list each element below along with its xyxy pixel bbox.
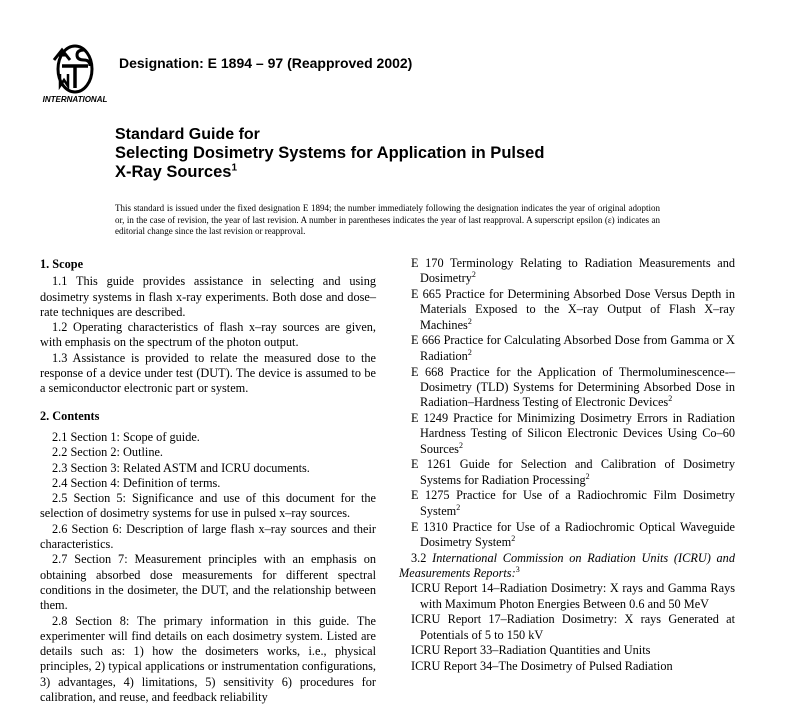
astm-reference: [411, 256, 735, 287]
icru-section-heading: [399, 551, 735, 582]
reference-text: E 666 Practice for Calculating Absorbed Dose from Gamma or X Radiation: [411, 333, 735, 363]
reference-note: 2: [467, 347, 472, 357]
contents-para-2-7: 2.7 Section 7: Measurement principles with an emphasis on obtaining absorbed dose measurements for different spectral conditions in the dosimeter, the DUT, and the relationship between them.: [40, 552, 376, 613]
scope-heading: 1. Scope: [40, 257, 84, 271]
contents-item: 2.1 Section 1: Scope of guide.: [52, 429, 200, 444]
icru-note: 3: [515, 564, 520, 574]
astm-international-logo: [40, 44, 110, 104]
reference-text: E 668 Practice for the Application of Thermoluminescence-–Dosimetry (TLD) Systems for Determining Absorbed Dose in Radiation–Hardness Testing of Electronic Devices: [411, 364, 735, 410]
contents-para-2-6: 2.6 Section 6: Description of large flash x–ray sources and their characteristics.: [40, 521, 376, 552]
title-line-3: [115, 163, 544, 182]
title-line-2: Selecting Dosimetry Systems for Application in Pulsed: [115, 144, 545, 162]
astm-reference: [411, 411, 735, 457]
icru-section-title: International Commission on Radiation Units (ICRU) and Measurements Reports:: [399, 550, 735, 580]
reference-note: 2: [471, 270, 476, 280]
astm-reference: [411, 287, 735, 333]
issuance-notice: This standard is issued under the fixed designation E 1894; the number immediately following the designation indicates the year of original adoption or, in the case of revision, the year of last revision. A number in parentheses indicates the year of last reapproval. A superscript epsilon (ε) indicates an editorial change since the last revision or reapproval.: [115, 203, 660, 236]
reference-note: 2: [511, 533, 516, 543]
reference-text: E 1275 Practice for Use of a Radiochromic Film Dosimetry System: [411, 488, 735, 518]
astm-reference: [411, 488, 735, 519]
icru-report: ICRU Report 14–Radiation Dosimetry: X rays and Gamma Rays with Maximum Photon Energies Between 0.6 and 50 MeV: [411, 581, 735, 611]
scope-para-1-3: 1.3 Assistance is provided to relate the measured dose to the response of a device under test (DUT). The device is assumed to be a semiconductor electronic part or system.: [40, 350, 376, 396]
icru-report: ICRU Report 34–The Dosimetry of Pulsed Radiation: [411, 659, 673, 674]
designation: Designation: E 1894 – 97 (Reapproved 2002): [119, 55, 413, 71]
scope-para-1-2: 1.2 Operating characteristics of flash x–ray sources are given, with emphasis on the spectrum of the photon output.: [40, 320, 376, 350]
reference-text: E 1261 Guide for Selection and Calibration of Dosimetry Systems for Radiation Processing: [411, 457, 735, 487]
icru-report: ICRU Report 17–Radiation Dosimetry: X rays Generated at Potentials of 5 to 150 kV: [411, 612, 735, 642]
logo-international-text: INTERNATIONAL: [42, 95, 108, 104]
reference-text: E 1249 Practice for Minimizing Dosimetry Errors in Radiation Hardness Testing of Silicon Electronic Devices Using Co–60 Sources: [411, 410, 735, 456]
title-footnote-mark: 1: [231, 162, 238, 174]
contents-para-2-8: 2.8 Section 8: The primary information in this guide. The experimenter will find details on each dosimetry system. Listed are details such as: 1) how the dosimeters works, i.e., physical principles, 2) typical applications or instrumentation configurations, 3) advantages, 4) limitations, 5) sensitivity 6) procedures for calibration, and reuse, and feedback reliability: [40, 613, 376, 705]
astm-reference: [411, 333, 735, 364]
reference-text: E 1310 Practice for Use of a Radiochromic Optical Waveguide Dosimetry System: [411, 519, 735, 549]
contents-para-2-5: 2.5 Section 5: Significance and use of this document for the selection of dosimetry systems for use in pulsed x–ray sources.: [40, 491, 376, 521]
title-line-1: Standard Guide for: [115, 126, 260, 143]
contents-item: 2.3 Section 3: Related ASTM and ICRU documents.: [52, 460, 310, 475]
left-column: [40, 257, 376, 705]
icru-report: ICRU Report 33–Radiation Quantities and Units: [411, 643, 651, 658]
reference-note: 2: [585, 471, 590, 481]
astm-reference: [411, 365, 735, 411]
reference-note: 2: [456, 502, 461, 512]
reference-note: 2: [668, 394, 673, 404]
icru-section-number: 3.2: [411, 550, 427, 565]
astm-reference: [411, 520, 735, 551]
contents-item: 2.2 Section 2: Outline.: [52, 445, 164, 460]
reference-note: 2: [458, 440, 463, 450]
contents-item: 2.4 Section 4: Definition of terms.: [52, 475, 221, 490]
right-column: [399, 256, 735, 675]
reference-note: 2: [467, 316, 472, 326]
astm-reference: [411, 457, 735, 488]
scope-para-1-1: 1.1 This guide provides assistance in selecting and using dosimetry systems in flash x-ray experiments. Both dose and dose–rate techniques are described.: [40, 274, 376, 319]
reference-text: E 170 Terminology Relating to Radiation Measurements and Dosimetry: [411, 256, 735, 286]
contents-heading: 2. Contents: [40, 408, 100, 423]
document-title: [115, 125, 544, 182]
reference-text: E 665 Practice for Determining Absorbed Dose Versus Depth in Materials Exposed to the X–ray Output of Flash X–ray Machines: [411, 287, 735, 332]
title-line-3-text: X-Ray Sources: [115, 163, 232, 181]
